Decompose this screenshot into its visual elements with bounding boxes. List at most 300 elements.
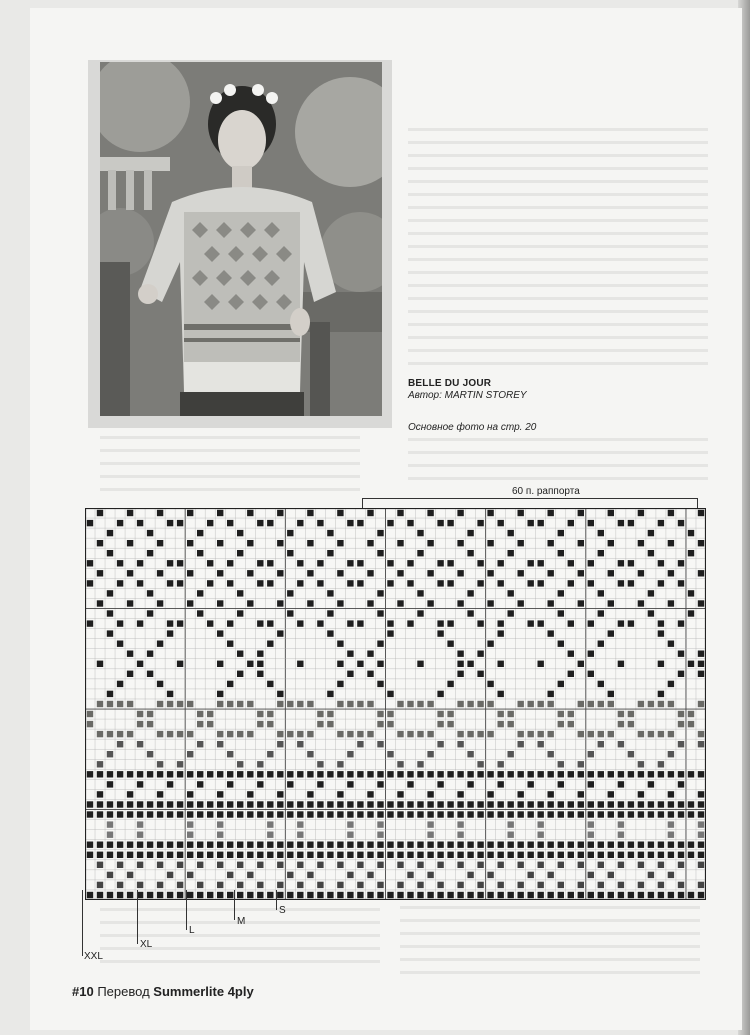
grey-stitch (427, 821, 433, 827)
grey-stitch (187, 751, 193, 757)
grey-stitch (377, 711, 383, 717)
grey-stitch (538, 882, 544, 888)
dark-stitch (357, 842, 363, 848)
dark-stitch (688, 852, 694, 858)
dark-stitch (427, 791, 433, 797)
dark-stitch (317, 842, 323, 848)
dark-stitch (477, 620, 483, 626)
dark-stitch (167, 801, 173, 807)
size-line-l (186, 890, 187, 930)
dark-stitch (598, 550, 604, 556)
dark-stitch (698, 791, 704, 797)
dark-stitch (447, 771, 453, 777)
dark-stitch (457, 570, 463, 576)
dark-stitch (197, 811, 203, 817)
grey-stitch (668, 751, 674, 757)
grey-stitch (317, 721, 323, 727)
dark-stitch (397, 540, 403, 546)
dark-stitch (167, 771, 173, 777)
dark-stitch (357, 520, 363, 526)
dark-stitch (568, 620, 574, 626)
dark-stitch (327, 610, 333, 616)
dark-stitch (107, 610, 113, 616)
dark-stitch (227, 892, 233, 898)
dark-stitch (457, 540, 463, 546)
dark-stitch (107, 691, 113, 697)
grey-stitch (267, 821, 273, 827)
grey-stitch (147, 751, 153, 757)
dark-stitch (97, 600, 103, 606)
dark-stitch (417, 892, 423, 898)
dark-stitch (367, 791, 373, 797)
dark-stitch (147, 771, 153, 777)
dark-stitch (147, 801, 153, 807)
dark-stitch (197, 550, 203, 556)
grey-stitch (317, 882, 323, 888)
dark-stitch (498, 661, 504, 667)
dark-stitch (207, 560, 213, 566)
grey-stitch (668, 731, 674, 737)
dark-stitch (648, 771, 654, 777)
dark-stitch (608, 510, 614, 516)
grey-stitch (207, 721, 213, 727)
grey-stitch (217, 862, 223, 868)
dark-stitch (698, 570, 704, 576)
dark-stitch (437, 892, 443, 898)
grey-stitch (367, 731, 373, 737)
dark-stitch (578, 811, 584, 817)
dark-stitch (227, 842, 233, 848)
dark-stitch (177, 520, 183, 526)
dark-stitch (508, 892, 514, 898)
dark-stitch (287, 852, 293, 858)
dark-stitch (167, 811, 173, 817)
dark-stitch (397, 791, 403, 797)
page-footer (72, 984, 254, 999)
dark-stitch (407, 560, 413, 566)
dark-stitch (87, 852, 93, 858)
grey-stitch (387, 721, 393, 727)
dark-stitch (588, 520, 594, 526)
dark-stitch (357, 852, 363, 858)
dark-stitch (187, 570, 193, 576)
dark-stitch (447, 852, 453, 858)
bleed-through-text-block (400, 906, 700, 978)
dark-stitch (117, 681, 123, 687)
grey-stitch (127, 731, 133, 737)
dark-stitch (117, 560, 123, 566)
dark-stitch (457, 791, 463, 797)
dark-stitch (147, 892, 153, 898)
dark-stitch (588, 560, 594, 566)
grey-stitch (267, 751, 273, 757)
dark-stitch (528, 520, 534, 526)
grey-stitch (137, 821, 143, 827)
dark-stitch (127, 811, 133, 817)
dark-stitch (467, 771, 473, 777)
dark-stitch (207, 620, 213, 626)
grey-stitch (457, 701, 463, 707)
dark-stitch (127, 600, 133, 606)
dark-stitch (608, 892, 614, 898)
dark-stitch (387, 630, 393, 636)
dark-stitch (658, 661, 664, 667)
dark-stitch (297, 842, 303, 848)
size-label-m: M (237, 916, 246, 927)
dark-stitch (367, 811, 373, 817)
dark-stitch (437, 620, 443, 626)
grey-stitch (187, 701, 193, 707)
dark-stitch (287, 530, 293, 536)
dark-stitch (167, 630, 173, 636)
dark-stitch (548, 842, 554, 848)
dark-stitch (487, 540, 493, 546)
dark-stitch (568, 520, 574, 526)
dark-stitch (628, 801, 634, 807)
grey-stitch (337, 731, 343, 737)
grey-stitch (447, 721, 453, 727)
dark-stitch (498, 691, 504, 697)
dark-stitch (487, 801, 493, 807)
dark-stitch (608, 852, 614, 858)
dark-stitch (267, 520, 273, 526)
dark-stitch (87, 801, 93, 807)
dark-stitch (367, 842, 373, 848)
grey-stitch (347, 832, 353, 838)
dark-stitch (177, 892, 183, 898)
dark-stitch (267, 580, 273, 586)
grey-stitch (397, 882, 403, 888)
dark-stitch (457, 811, 463, 817)
dark-stitch (177, 801, 183, 807)
dark-stitch (658, 630, 664, 636)
grey-stitch (157, 731, 163, 737)
dark-stitch (327, 771, 333, 777)
dark-stitch (608, 540, 614, 546)
dark-stitch (147, 651, 153, 657)
dark-stitch (457, 842, 463, 848)
dark-stitch (618, 852, 624, 858)
dark-stitch (337, 681, 343, 687)
dark-stitch (498, 892, 504, 898)
dark-stitch (147, 530, 153, 536)
dark-stitch (658, 892, 664, 898)
dark-stitch (628, 620, 634, 626)
dark-stitch (257, 560, 263, 566)
grey-stitch (688, 711, 694, 717)
dark-stitch (337, 641, 343, 647)
dark-stitch (217, 892, 223, 898)
dark-stitch (397, 852, 403, 858)
grey-stitch (437, 711, 443, 717)
dark-stitch (447, 842, 453, 848)
dark-stitch (237, 530, 243, 536)
grey-stitch (107, 751, 113, 757)
dark-stitch (337, 540, 343, 546)
dark-stitch (107, 771, 113, 777)
grey-stitch (618, 882, 624, 888)
grey-stitch (588, 821, 594, 827)
dark-stitch (467, 781, 473, 787)
dark-stitch (347, 892, 353, 898)
dark-stitch (568, 651, 574, 657)
dark-stitch (247, 771, 253, 777)
dark-stitch (307, 892, 313, 898)
dark-stitch (197, 590, 203, 596)
grey-stitch (157, 701, 163, 707)
dark-stitch (558, 550, 564, 556)
dark-stitch (97, 791, 103, 797)
dark-stitch (538, 520, 544, 526)
dark-stitch (678, 580, 684, 586)
dark-stitch (407, 811, 413, 817)
page-number: #10 (72, 984, 94, 999)
dark-stitch (638, 540, 644, 546)
dark-stitch (347, 842, 353, 848)
dark-stitch (347, 560, 353, 566)
dark-stitch (117, 520, 123, 526)
dark-stitch (437, 842, 443, 848)
grey-stitch (267, 832, 273, 838)
dark-stitch (538, 580, 544, 586)
dark-stitch (467, 892, 473, 898)
dark-stitch (227, 641, 233, 647)
dark-stitch (237, 892, 243, 898)
dark-stitch (518, 771, 524, 777)
dark-stitch (197, 530, 203, 536)
dark-stitch (197, 610, 203, 616)
dark-stitch (247, 801, 253, 807)
grey-stitch (247, 872, 253, 878)
dark-stitch (357, 771, 363, 777)
dark-stitch (698, 661, 704, 667)
dark-stitch (598, 590, 604, 596)
dark-stitch (127, 842, 133, 848)
grey-stitch (618, 741, 624, 747)
dark-stitch (207, 842, 213, 848)
dark-stitch (688, 610, 694, 616)
dark-stitch (457, 671, 463, 677)
dark-stitch (327, 530, 333, 536)
dark-stitch (457, 892, 463, 898)
dark-stitch (107, 801, 113, 807)
grey-stitch (267, 711, 273, 717)
dark-stitch (467, 550, 473, 556)
grey-stitch (598, 741, 604, 747)
grey-stitch (377, 882, 383, 888)
dark-stitch (417, 771, 423, 777)
dark-stitch (127, 801, 133, 807)
dark-stitch (487, 842, 493, 848)
grey-stitch (287, 701, 293, 707)
dark-stitch (137, 661, 143, 667)
dark-stitch (678, 811, 684, 817)
dark-stitch (247, 842, 253, 848)
dark-stitch (588, 892, 594, 898)
dark-stitch (658, 771, 664, 777)
grey-stitch (107, 832, 113, 838)
grey-stitch (648, 701, 654, 707)
dark-stitch (538, 801, 544, 807)
grey-stitch (417, 761, 423, 767)
dark-stitch (698, 651, 704, 657)
grey-stitch (127, 872, 133, 878)
dark-stitch (477, 580, 483, 586)
dark-stitch (698, 801, 704, 807)
grey-stitch (157, 761, 163, 767)
dark-stitch (237, 550, 243, 556)
dark-stitch (518, 540, 524, 546)
dark-stitch (588, 771, 594, 777)
dark-stitch (157, 681, 163, 687)
dark-stitch (688, 811, 694, 817)
dark-stitch (558, 781, 564, 787)
dark-stitch (297, 811, 303, 817)
dark-stitch (257, 671, 263, 677)
grey-stitch (227, 701, 233, 707)
grey-stitch (397, 761, 403, 767)
dark-stitch (277, 801, 283, 807)
dark-stitch (407, 852, 413, 858)
grey-stitch (598, 731, 604, 737)
grey-stitch (317, 761, 323, 767)
dark-stitch (437, 852, 443, 858)
dark-stitch (407, 771, 413, 777)
dark-stitch (127, 651, 133, 657)
dark-stitch (387, 811, 393, 817)
grey-stitch (237, 731, 243, 737)
dark-stitch (668, 811, 674, 817)
grey-stitch (257, 711, 263, 717)
grey-stitch (137, 711, 143, 717)
dark-stitch (327, 811, 333, 817)
dark-stitch (578, 540, 584, 546)
dark-stitch (387, 520, 393, 526)
dark-stitch (487, 892, 493, 898)
dark-stitch (107, 630, 113, 636)
dark-stitch (137, 852, 143, 858)
grey-stitch (377, 741, 383, 747)
dark-stitch (668, 892, 674, 898)
size-line-m (234, 890, 235, 920)
dark-stitch (407, 842, 413, 848)
dark-stitch (277, 691, 283, 697)
dark-stitch (277, 630, 283, 636)
dark-stitch (678, 520, 684, 526)
dark-stitch (618, 811, 624, 817)
dark-stitch (698, 510, 704, 516)
dark-stitch (638, 811, 644, 817)
grey-stitch (578, 761, 584, 767)
dark-stitch (227, 781, 233, 787)
dark-stitch (157, 570, 163, 576)
dark-stitch (568, 580, 574, 586)
dark-stitch (97, 570, 103, 576)
dark-stitch (688, 892, 694, 898)
dark-stitch (347, 651, 353, 657)
dark-stitch (498, 580, 504, 586)
grey-stitch (107, 731, 113, 737)
dark-stitch (588, 620, 594, 626)
dark-stitch (578, 842, 584, 848)
dark-stitch (97, 661, 103, 667)
grey-stitch (397, 862, 403, 868)
dark-stitch (147, 610, 153, 616)
dark-stitch (528, 892, 534, 898)
grey-stitch (367, 701, 373, 707)
dark-stitch (548, 811, 554, 817)
grey-stitch (347, 872, 353, 878)
dark-stitch (287, 892, 293, 898)
dark-stitch (518, 791, 524, 797)
grey-stitch (277, 862, 283, 868)
grey-stitch (698, 832, 704, 838)
grey-stitch (187, 821, 193, 827)
dark-stitch (167, 892, 173, 898)
dark-stitch (698, 540, 704, 546)
dark-stitch (237, 610, 243, 616)
grey-stitch (427, 701, 433, 707)
dark-stitch (498, 781, 504, 787)
dark-stitch (668, 641, 674, 647)
pattern-author: Автор: MARTIN STOREY (408, 390, 527, 401)
footer-text: Перевод (97, 984, 150, 999)
dark-stitch (427, 570, 433, 576)
grey-stitch (357, 701, 363, 707)
grey-stitch (467, 731, 473, 737)
dark-stitch (528, 620, 534, 626)
dark-stitch (578, 570, 584, 576)
dark-stitch (197, 781, 203, 787)
grey-stitch (107, 821, 113, 827)
grey-stitch (437, 741, 443, 747)
dark-stitch (337, 801, 343, 807)
grey-stitch (518, 741, 524, 747)
grey-stitch (277, 701, 283, 707)
grey-stitch (548, 751, 554, 757)
dark-stitch (678, 892, 684, 898)
knitting-chart (85, 508, 706, 900)
grey-stitch (568, 721, 574, 727)
dark-stitch (367, 801, 373, 807)
grey-stitch (87, 721, 93, 727)
grey-stitch (307, 751, 313, 757)
dark-stitch (387, 892, 393, 898)
dark-stitch (377, 892, 383, 898)
grey-stitch (508, 751, 514, 757)
grey-stitch (598, 862, 604, 868)
dark-stitch (287, 801, 293, 807)
dark-stitch (528, 811, 534, 817)
dark-stitch (397, 892, 403, 898)
dark-stitch (668, 540, 674, 546)
dark-stitch (257, 771, 263, 777)
grey-stitch (197, 862, 203, 868)
dark-stitch (327, 550, 333, 556)
dark-stitch (137, 560, 143, 566)
grey-stitch (277, 882, 283, 888)
dark-stitch (207, 801, 213, 807)
grey-stitch (297, 701, 303, 707)
dark-stitch (307, 510, 313, 516)
dark-stitch (397, 570, 403, 576)
grey-stitch (427, 872, 433, 878)
grey-stitch (558, 862, 564, 868)
dark-stitch (658, 801, 664, 807)
dark-stitch (548, 791, 554, 797)
grey-stitch (337, 701, 343, 707)
dark-stitch (528, 852, 534, 858)
